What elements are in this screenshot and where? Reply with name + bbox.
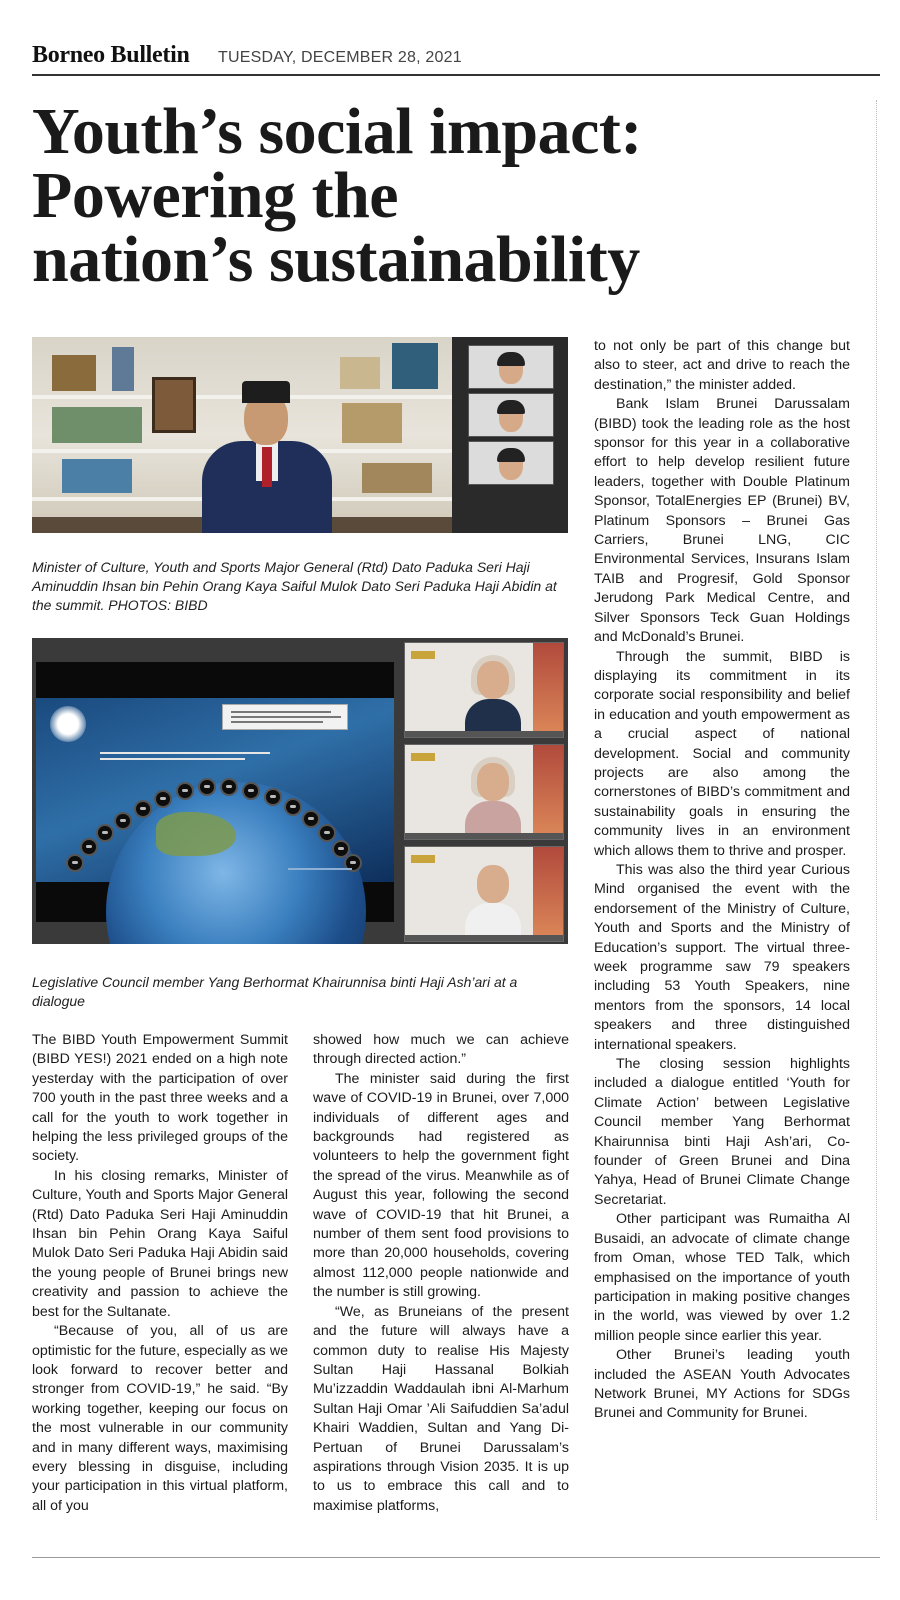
paragraph: The closing session highlights included a dialogue entitled ‘Youth for Climate Action’ between Legislative Council member Yang Berhormat Khairunnisa binti Haji Ash’ari, Co-founder of Green Brunei and Dina Yahya, Head of Brunei Climate Change Secretariat.: [594, 1056, 850, 1208]
minister-figure: [202, 377, 332, 533]
paragraph: Other Brunei’s leading youth included the ASEAN Youth Advocates Network Brunei, MY Actions for SDGs Brunei and Community for Brunei.: [594, 1347, 850, 1422]
paragraph: The minister said during the first wave of COVID-19 in Brunei, over 7,000 individuals of different ages and backgrounds had registered as volunteers to help the government fight the spread of the virus. Meanwhile as of August this year, following the second wave of COVID-19 that hit Brunei, a number of them sent food provisions to more than 20,000 households, covering almost 112,000 people nationwide and the number is still growing.: [313, 1070, 569, 1301]
paragraph: Bank Islam Brunei Darussalam (BIBD) took the leading role as the host sponsor for this year in a collaborative effort to help develop resilient future leaders, together with Double Platinum Sponsor, TotalEnergies EP (Brunei) BV, Platinum Sponsors – Brunei Gas Carriers, Brunei LNG, CIC Environmental Services, Insurans Islam TAIB and Progresif, Gold Sponsor Jerudong Park Medical Centre, and Silver Sponsors Teck Guan Holdings and McDonald’s Brunei.: [594, 396, 850, 646]
video-participant-thumbnail: [468, 345, 554, 389]
publication-date: TUESDAY, DECEMBER 28, 2021: [218, 49, 462, 66]
photo-1-caption: Minister of Culture, Youth and Sports Major General (Rtd) Dato Paduka Seri Haji Aminuddin Ihsan bin Pehin Orang Kaya Saiful Mulok Dato Seri Paduka Haji Abidin at the summit. PHOTOS: BIBD: [32, 559, 557, 613]
paragraph: showed how much we can achieve through directed action.”: [313, 1032, 569, 1068]
paragraph: Other participant was Rumaitha Al Busaidi, an advocate of climate change from Oman, whose TED Talk, which emphasised on the importance of youth participation in making positive changes in the world, was viewed by over 1.2 million people since earlier this year.: [594, 1211, 850, 1344]
video-participant-thumbnail: [468, 441, 554, 485]
slide-callout: [222, 704, 348, 730]
photo-2-caption: Legislative Council member Yang Berhormat Khairunnisa binti Haji Ash’ari at a dialogue: [32, 974, 518, 1009]
video-participant-panel: [404, 846, 564, 942]
article-headline: [32, 95, 772, 296]
video-participant-panel: [404, 642, 564, 738]
article-column-1: [32, 1031, 288, 1516]
video-participant-thumbnail: [468, 393, 554, 437]
climate-slide: [36, 662, 394, 922]
headline-line-1: Youth’s social impact:: [32, 95, 642, 168]
page-edge-divider: [876, 100, 880, 1520]
paragraph: The BIBD Youth Empowerment Summit (BIBD YES!) 2021 ended on a high note yesterday with the participation of over 700 youth in the past three weeks and a call for the youth to work together in helping the less privileged groups of the society.: [32, 1032, 288, 1165]
headline-line-3: nation’s sustainability: [32, 223, 640, 296]
footer-divider: [32, 1557, 880, 1558]
newspaper-name: Borneo Bulletin: [32, 42, 190, 68]
masthead: [32, 40, 880, 76]
paragraph: This was also the third year Curious Mind organised the event with the endorsement of the Ministry of Culture, Youth and Sports and the Ministry of Education’s support. The virtual three-week programme saw 79 speakers including 53 Youth Speakers, nine mentors from the sponsors, 14 local speakers and three distinguished international speakers.: [594, 861, 850, 1053]
sun-graphic: [50, 706, 86, 742]
article-column-3: [594, 337, 850, 1424]
video-participant-panel: [404, 744, 564, 840]
article-column-2: [313, 1031, 569, 1516]
headline-line-2: Powering the: [32, 159, 399, 232]
slide-text: [100, 748, 270, 764]
paragraph: Through the summit, BIBD is displaying its commitment in its corporate social responsibility and belief in education and youth empowerment as a crucial aspect of national development. Social and community projects are also among the cornerstones of BIBD’s commitment and sustainability goals in ensuring the community lives in an environment which allows them to thrive and prosper.: [594, 648, 850, 859]
paragraph: to not only be part of this change but also to steer, act and drive to reach the destination,” the minister added.: [594, 338, 850, 393]
paragraph: In his closing remarks, Minister of Culture, Youth and Sports Major General (Rtd) Dato Paduka Seri Haji Aminuddin Ihsan bin Pehin Orang Kaya Saiful Mulok Dato Seri Paduka Haji Abidin said the young people of Brunei brings new creativity and passion to achieve the best for the Sultanate.: [32, 1167, 288, 1320]
minister-photo: [32, 337, 568, 533]
paragraph: “We, as Bruneians of the present and the future will always have a common duty to realise His Majesty Sultan Haji Hassanal Bolkiah Mu’izzaddin Waddaulah ibni Al-Marhum Sultan Haji Omar ’Ali Saifuddien Sa’adul Khairi Waddien, Sultan and Yang Di-Pertuan of Brunei Darussalam’s aspirations through Vision 2035. It is up to us to embrace this call and to maximise platforms,: [313, 1303, 569, 1514]
paragraph: “Because of you, all of us are optimistic for the future, especially as we look forward to recover better and stronger from COVID-19,” he said. “By working together, keeping our focus on the most vulnerable in our community and in many different ways, maximising every blessing in disguise, including your participation in this virtual platform, all of you: [32, 1323, 288, 1514]
dialogue-photo: [32, 638, 568, 944]
